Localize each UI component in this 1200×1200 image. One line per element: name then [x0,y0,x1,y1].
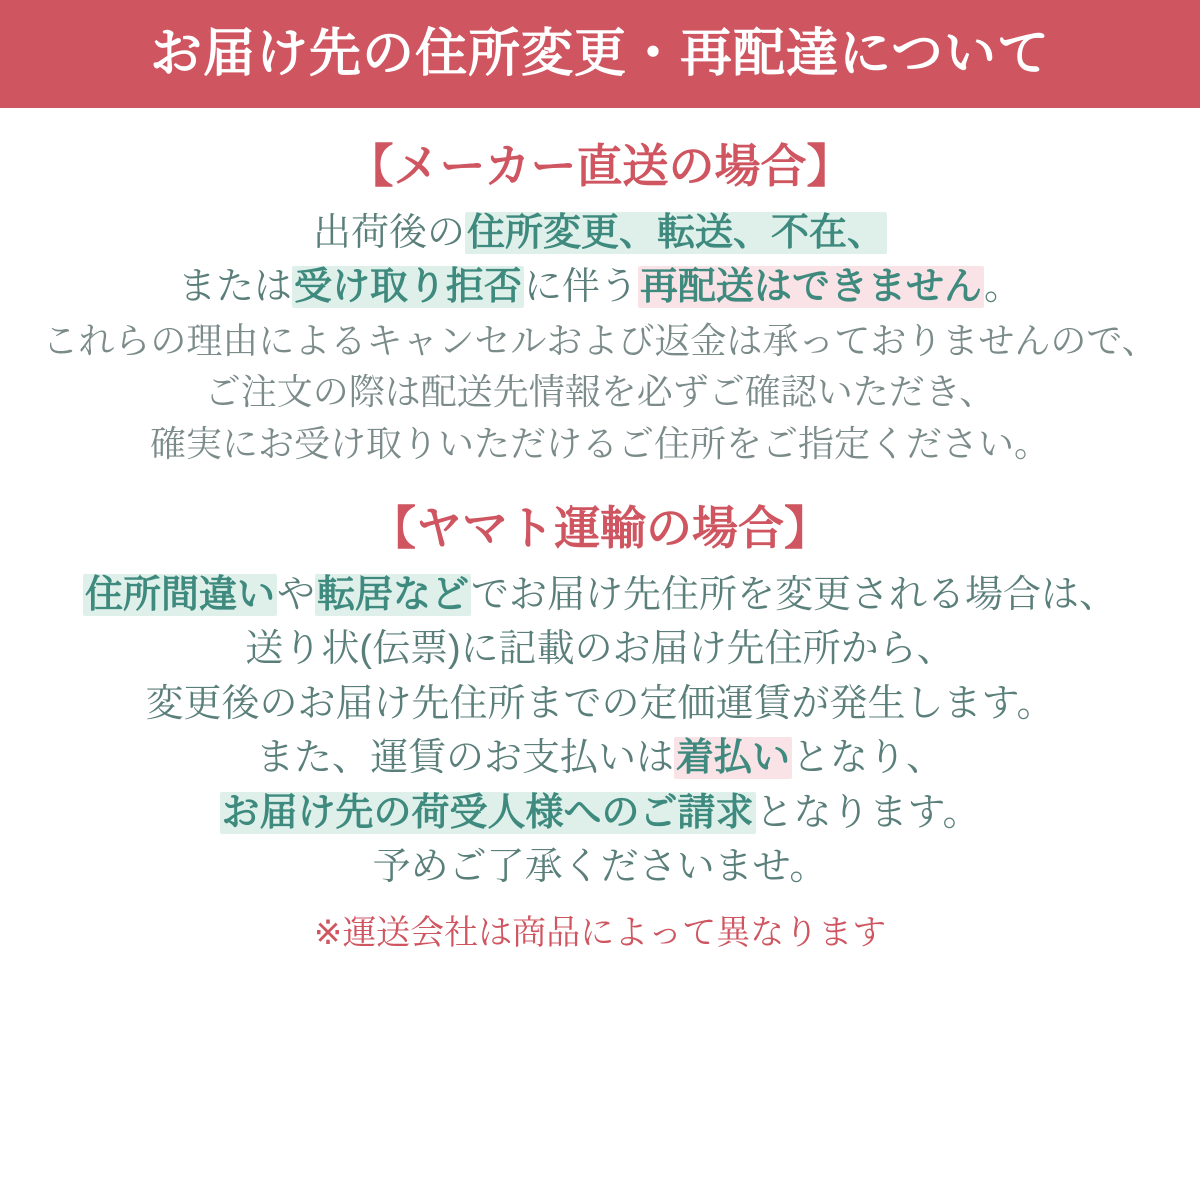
section-heading-yamato: 【ヤマト運輸の場合】 [370,502,830,555]
line-text: や [276,573,315,616]
line-text: に伴う [523,266,638,309]
line-highlight: お届け先の荷受人様へのご請求 [221,791,754,834]
notice-line: 送り状(伝票)に記載のお届け先住所から、 [245,628,955,671]
notice-line: これらの理由によるキャンセルおよび返金は承っておりませんので、 [42,319,1158,361]
notice-line [178,262,1022,313]
notice-line: 確実にお受け取りいただけるご住所をご指定ください。 [149,423,1050,465]
notice-line [83,570,1117,621]
notice-line [313,208,887,259]
line-highlight: 受け取り拒否 [293,266,522,309]
line-text: となり、 [792,737,945,780]
line-text: となります。 [755,791,981,834]
line-highlight: 住所間違い [84,573,275,616]
notice-line: 変更後のお届け先住所までの定価運賃が発生します。 [145,682,1055,725]
page-title: お届け先の住所変更・再配達について [150,25,1050,83]
line-highlight: 再配送はできません [640,266,983,309]
notice-line: ご注文の際は配送先情報を必ずご確認いただき、 [204,371,996,413]
line-text: また、運賃のお支払いは [255,737,674,780]
page-header [0,0,1200,108]
line-text: または [177,266,292,309]
notice-line: 予めご了承くださいませ。 [372,846,828,889]
notice-line [256,733,944,784]
line-highlight: 転居など [317,573,470,616]
section-heading-maker-direct: 【メーカー直送の場合】 [347,140,853,192]
line-text: でお届け先住所を変更される場合は、 [471,573,1118,616]
footnote: ※運送会社は商品によって異なります [313,913,887,952]
line-text: 出荷後の [312,211,465,254]
notice-line [220,788,981,839]
notice-body [0,108,1200,1200]
line-highlight: 着払い [675,737,790,780]
line-highlight: 住所変更、転送、不在、 [467,211,886,254]
line-text: 。 [984,266,1023,309]
